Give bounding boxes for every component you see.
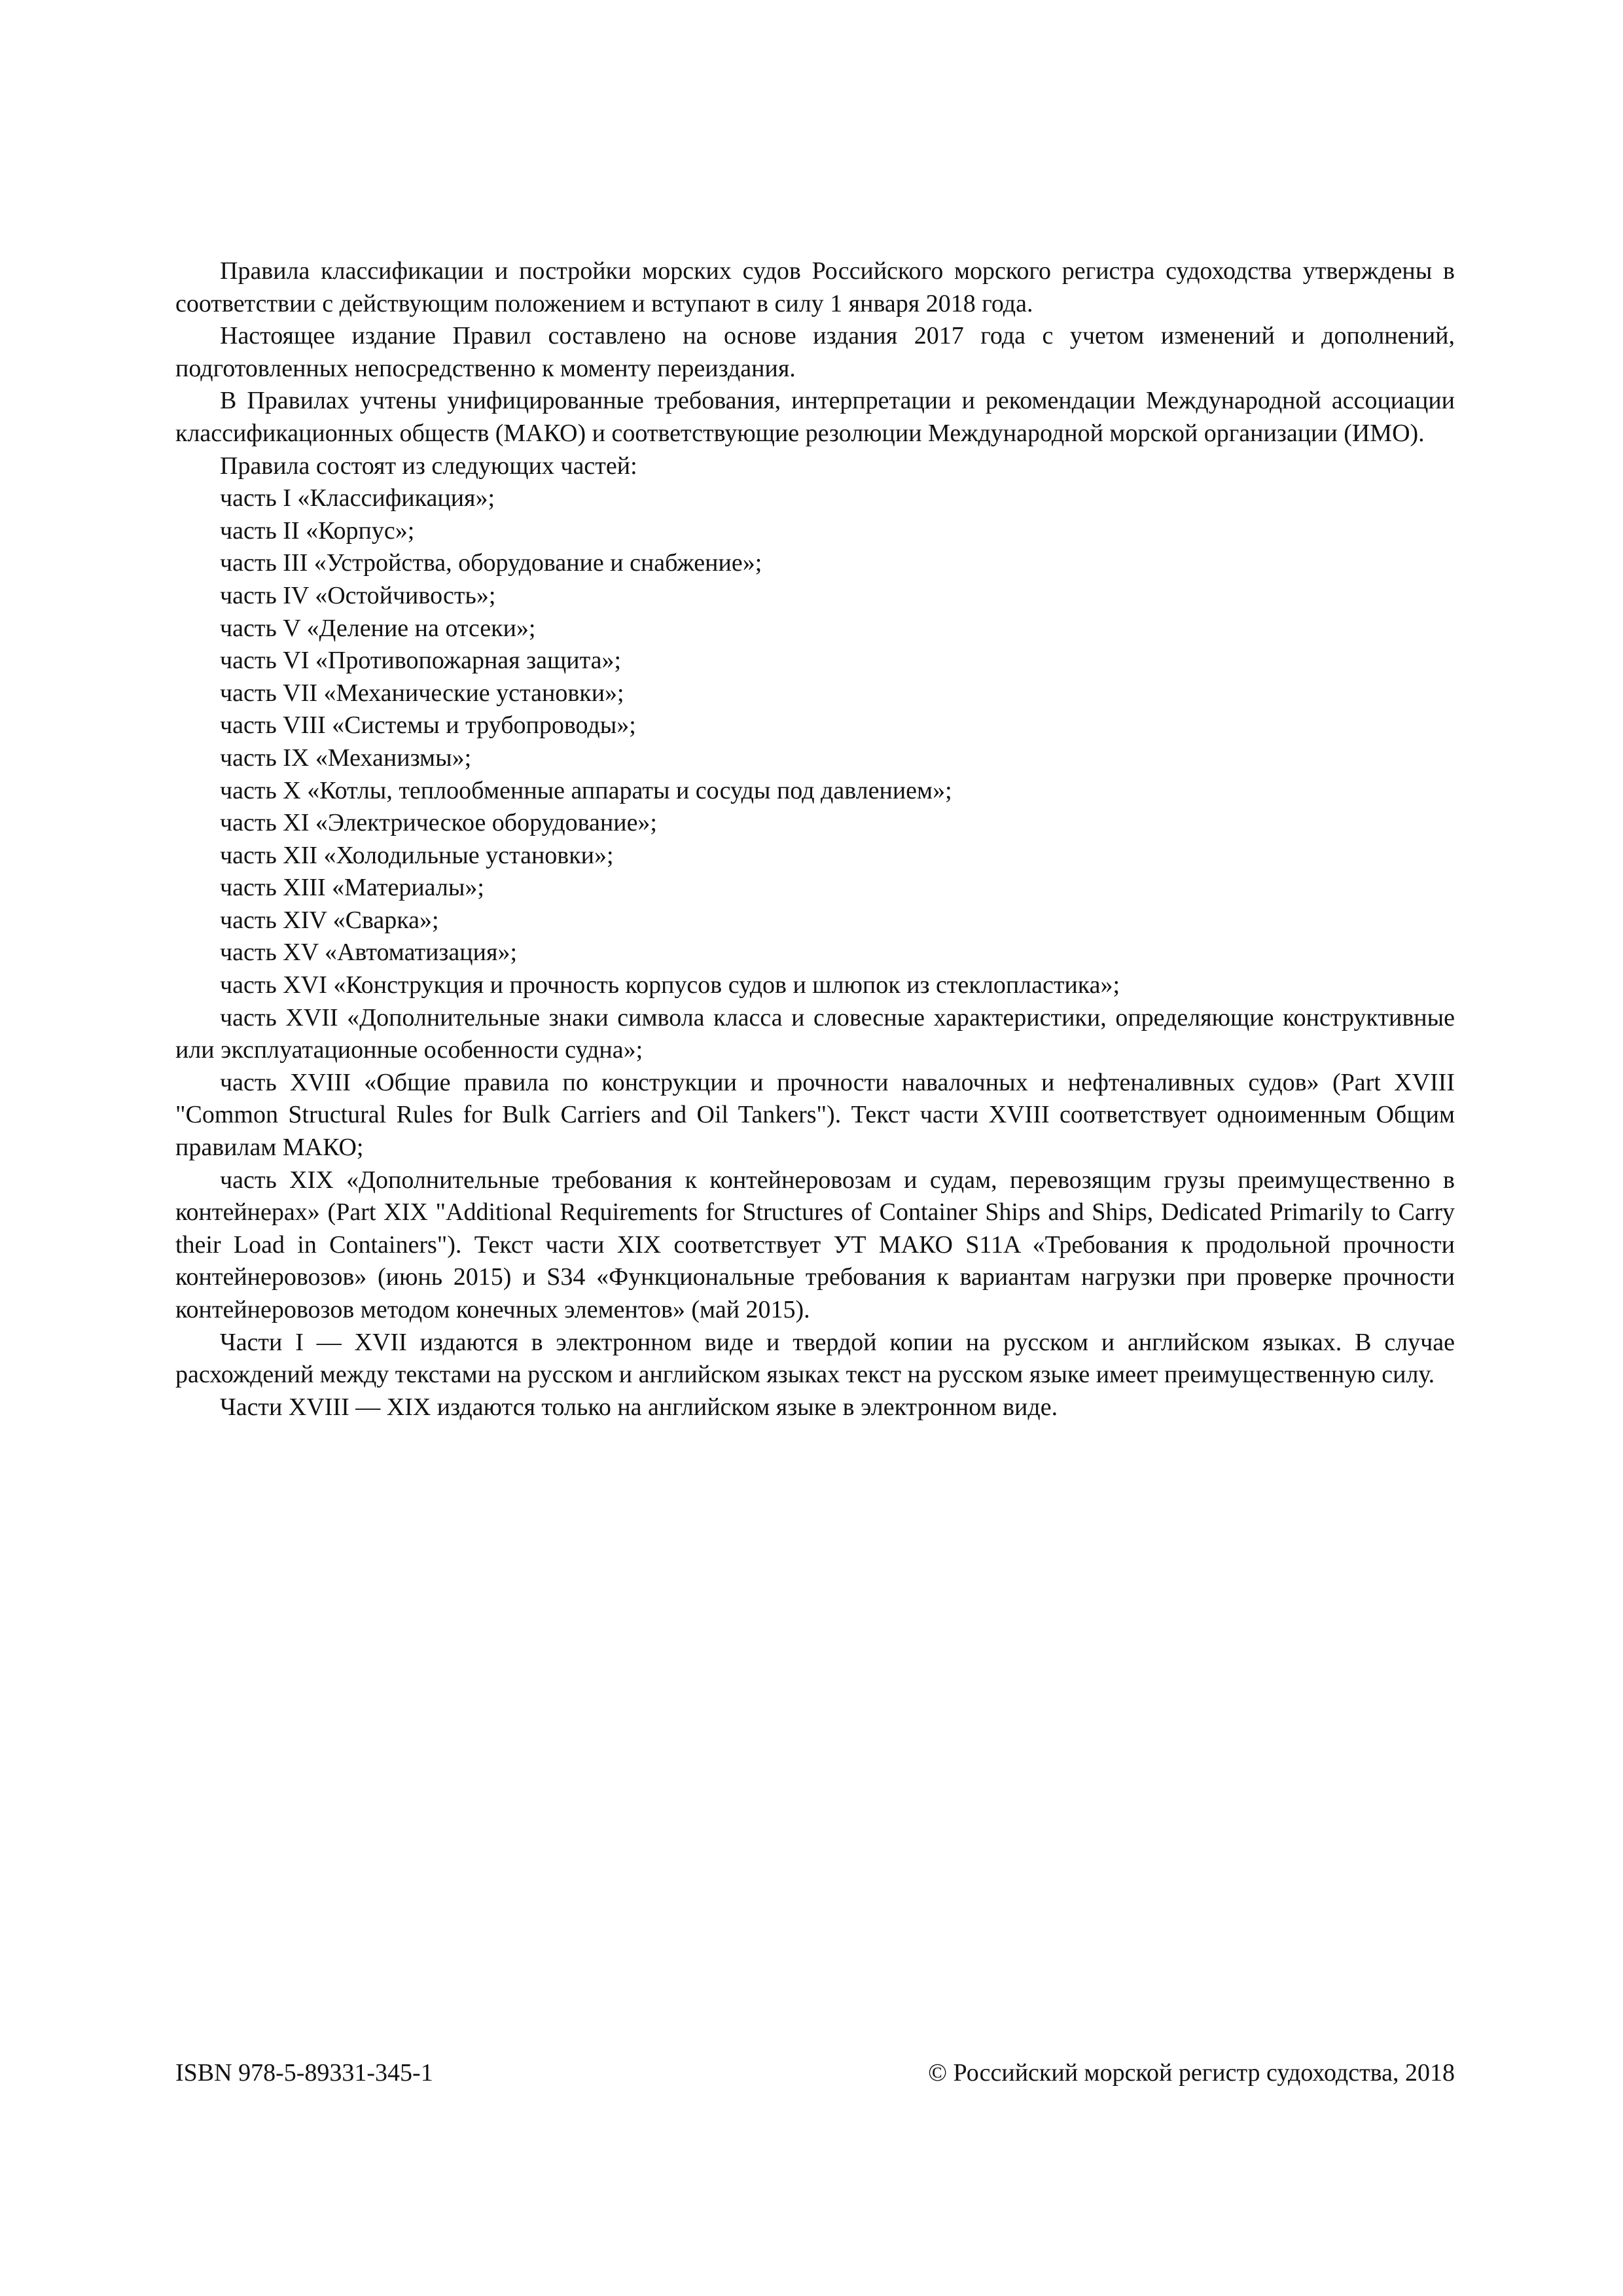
part-item-18: часть XVIII «Общие правила по конструкции и прочности навалочных и нефтеналивных судов» (Part XVIII "Common Structural Rules for Bulk Carriers and Oil Tankers"). Текст части XVIII соответствует одноименным Общим правилам МАКО; — [175, 1068, 1455, 1162]
paragraph-parts-intro: Правила состоят из следующих частей: — [220, 452, 637, 480]
document-body — [175, 255, 1455, 1424]
part-item-1: часть I «Классификация»; — [220, 484, 495, 512]
part-item-5: часть V «Деление на отсеки»; — [220, 614, 536, 642]
page-footer — [175, 2056, 1455, 2089]
part-item-6: часть VI «Противопожарная защита»; — [220, 647, 622, 675]
part-item-3: часть III «Устройства, оборудование и снабжение»; — [220, 549, 762, 577]
paragraph-language-parts-1-17: Части I — XVII издаются в электронном виде и твердой копии на русском и английском языках. В случае расхождений между текстами на русском и английском языках текст на русском языке имеет преимущественную силу. — [175, 1328, 1455, 1389]
paragraph-effective-date: Правила классификации и постройки морских судов Российского морского регистра судоходства утверждены в соответствии с действующим положением и вступают в силу 1 января 2018 года. — [175, 257, 1455, 317]
part-item-4: часть IV «Остойчивость»; — [220, 581, 496, 609]
paragraph-language-parts-18-19: Части XVIII — XIX издаются только на английском языке в электронном виде. — [220, 1393, 1058, 1421]
part-item-15: часть XV «Автоматизация»; — [220, 939, 517, 967]
part-item-10: часть X «Котлы, теплообменные аппараты и сосуды под давлением»; — [220, 776, 952, 804]
part-item-17: часть XVII «Дополнительные знаки символа класса и словесные характеристики, определяющие конструктивные или эксплуатационные особенности судна»; — [175, 1003, 1455, 1064]
part-item-2: часть II «Корпус»; — [220, 516, 415, 545]
part-item-11: часть XI «Электрическое оборудование»; — [220, 809, 657, 837]
part-item-16: часть XVI «Конструкция и прочность корпусов судов и шлюпок из стеклопластика»; — [220, 971, 1120, 999]
part-item-14: часть XIV «Сварка»; — [220, 906, 439, 934]
paragraph-edition-basis: Настоящее издание Правил составлено на основе издания 2017 года с учетом изменений и дополнений, подготовленных непосредственно к моменту переиздания. — [175, 322, 1455, 382]
part-item-9: часть IX «Механизмы»; — [220, 744, 472, 772]
part-item-8: часть VIII «Системы и трубопроводы»; — [220, 711, 636, 740]
paragraph-iacs-requirements: В Правилах учтены унифицированные требования, интерпретации и рекомендации Международной ассоциации классификационных обществ (МАКО) и соответствующие резолюции Международной морской организации (ИМО). — [175, 387, 1455, 447]
part-item-13: часть XIII «Материалы»; — [220, 874, 484, 902]
part-item-19: часть XIX «Дополнительные требования к контейнеровозам и судам, перевозящим грузы преимущественно в контейнерах» (Part XIX "Additional Requirements for Structures of Container Ships and Ships, Dedicated Primarily to Carry their Load in Containers"). Текст части XIX соответствует УТ МАКО S11A «Требования к продольной прочности контейнеровозов» (июнь 2015) и S34 «Функциональные требования к вариантам нагрузки при проверке прочности контейнеровозов методом конечных элементов» (май 2015). — [175, 1166, 1455, 1323]
isbn-number: ISBN 978-5-89331-345-1 — [175, 2059, 433, 2087]
part-item-7: часть VII «Механические установки»; — [220, 679, 624, 707]
copyright-notice: © Российский морской регистр судоходства, 2018 — [928, 2059, 1455, 2087]
part-item-12: часть XII «Холодильные установки»; — [220, 841, 614, 869]
